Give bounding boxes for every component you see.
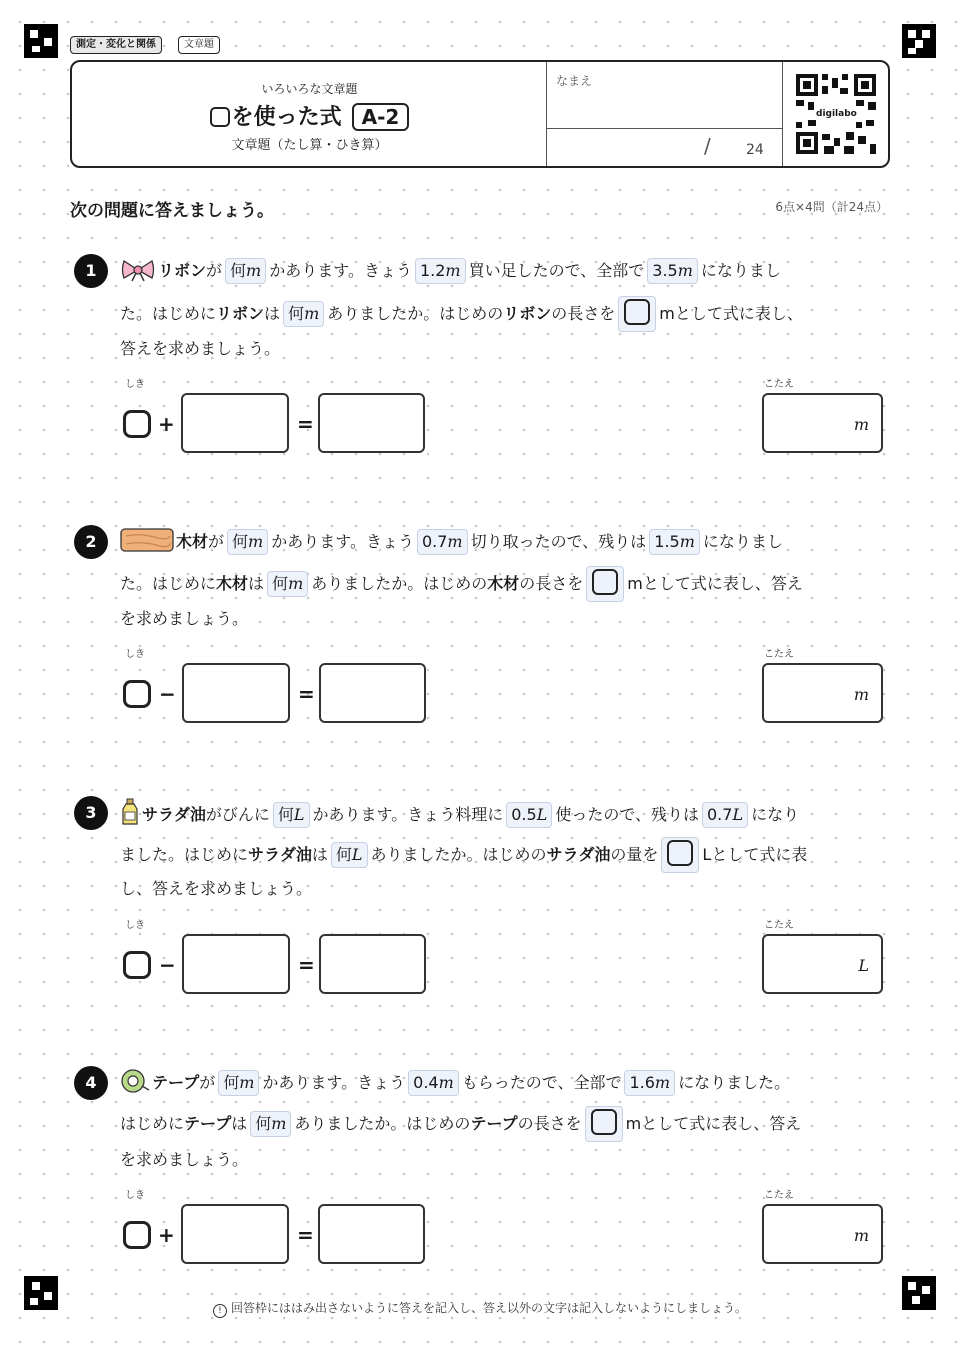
oil-bottle-icon	[120, 798, 140, 836]
blank-square-icon	[667, 840, 693, 866]
worksheet-title	[72, 100, 547, 131]
text: は	[248, 574, 265, 593]
text: は	[311, 845, 328, 864]
text: の長さを	[517, 1114, 582, 1133]
text: になりまし	[700, 261, 781, 280]
value-1	[415, 258, 466, 284]
unit: m	[654, 1073, 671, 1092]
info-icon: !	[213, 1304, 227, 1318]
problem-4-line-2	[120, 1106, 801, 1142]
unit: m	[445, 261, 461, 280]
item-name: サラダ油	[248, 845, 312, 864]
text: が	[208, 532, 225, 551]
unit: L	[293, 805, 305, 824]
unit: m	[248, 532, 264, 551]
unit: m	[246, 261, 262, 280]
text: として式に表	[711, 845, 808, 864]
unknown-amount	[267, 571, 308, 597]
shiki-label: しき	[125, 1190, 145, 1201]
unknown-amount	[225, 258, 266, 284]
value-2	[649, 529, 700, 555]
text: は	[231, 1114, 248, 1133]
value-2	[624, 1070, 675, 1096]
unknown-amount	[283, 301, 324, 327]
kotae-label: こたえ	[764, 920, 794, 931]
type-tag: 文章題	[178, 36, 220, 54]
text: 何	[335, 845, 352, 864]
text: 何	[277, 805, 294, 824]
points-note: 6点×4問（計24点）	[775, 200, 888, 214]
variable-box	[586, 566, 624, 602]
text: 何	[272, 574, 289, 593]
text: 何	[255, 1114, 272, 1133]
text: 0.4	[413, 1073, 439, 1092]
value-1	[408, 1070, 459, 1096]
divider	[782, 62, 783, 166]
value-2	[702, 802, 748, 828]
text: 1.6	[629, 1073, 655, 1092]
unknown-amount	[250, 1111, 291, 1137]
problem-3-line-1	[120, 798, 799, 836]
qr-code	[794, 72, 878, 156]
text: 何	[288, 304, 305, 323]
operator: −	[159, 953, 176, 977]
result-input-4[interactable]	[318, 1204, 425, 1264]
unknown-amount	[218, 1070, 259, 1096]
text: 1.5	[654, 532, 680, 551]
variable-box	[585, 1106, 623, 1142]
problem-2-line-2	[120, 566, 803, 602]
answer-input-1[interactable]	[762, 393, 883, 453]
operator: +	[158, 412, 175, 436]
text: は	[264, 304, 281, 323]
unit: m	[677, 261, 693, 280]
text: の長さを	[519, 574, 584, 593]
answer-unit: m	[853, 415, 869, 434]
answer-unit: m	[853, 1226, 869, 1245]
unit: L	[351, 845, 363, 864]
item-name: 木材	[216, 574, 249, 593]
equals-sign: =	[297, 412, 314, 436]
problem-2-line-1	[120, 527, 783, 563]
result-input-2[interactable]	[319, 663, 426, 723]
unit: m	[288, 574, 304, 593]
header-caption: 文章題（たし算・ひき算）	[231, 138, 388, 153]
problem-3-line-2	[120, 837, 807, 873]
text: が	[199, 1073, 216, 1092]
value-1	[506, 802, 552, 828]
level-badge: A-2	[352, 103, 410, 131]
unit: L	[732, 805, 744, 824]
value-2	[647, 258, 698, 284]
text: がびんに	[205, 805, 270, 824]
item-name: 木材	[176, 532, 209, 551]
problem-2-line-3: を求めましょう。	[120, 609, 249, 628]
text: の長さを	[551, 304, 616, 323]
header-subtitle: いろいろな文章題	[261, 82, 358, 96]
expression-input-2[interactable]	[182, 663, 290, 723]
problem-number: 2	[74, 525, 108, 559]
text: 3.5	[652, 261, 678, 280]
wood-icon	[120, 527, 174, 563]
operator: +	[158, 1223, 175, 1247]
blank-square-icon	[210, 107, 230, 127]
text: として式に表し、答え	[641, 1114, 802, 1133]
text: になりまし	[702, 532, 783, 551]
operator: −	[159, 682, 176, 706]
unit: m	[659, 304, 675, 323]
score-slash: /	[704, 134, 711, 158]
text: が	[206, 261, 223, 280]
category-tag: 測定・変化と関係	[70, 36, 162, 54]
answer-unit: L	[858, 956, 869, 975]
problem-number: 4	[74, 1066, 108, 1100]
tape-icon	[120, 1068, 150, 1104]
footer-text: 回答枠にははみ出さないように答えを記入し、答え以外の文字は記入しないようにしましょう。	[230, 1301, 747, 1315]
problem-4-line-1	[120, 1068, 790, 1104]
problem-1-line-2	[120, 296, 803, 332]
answer-input-3[interactable]	[762, 934, 883, 994]
instruction: 次の問題に答えましょう。	[70, 201, 274, 221]
problem-number: 1	[74, 254, 108, 288]
name-field[interactable]	[552, 88, 777, 124]
item-name: リボン	[503, 304, 552, 323]
variable-square	[123, 680, 151, 708]
text: 1.2	[419, 261, 446, 280]
unknown-amount	[331, 842, 368, 868]
unit: m	[304, 304, 320, 323]
text: ありましたか。はじめの	[311, 574, 488, 593]
text: ありましたか。はじめの	[370, 845, 547, 864]
item-name: リボン	[216, 304, 265, 323]
problem-1-line-1	[120, 256, 781, 292]
unit: L	[702, 845, 712, 864]
item-name: テープ	[184, 1114, 232, 1133]
item-name: サラダ油	[142, 805, 206, 824]
text: 何	[230, 261, 247, 280]
unknown-amount	[227, 529, 268, 555]
unit: m	[447, 532, 463, 551]
footer-note	[0, 1299, 960, 1318]
value-1	[417, 529, 468, 555]
kotae-label: こたえ	[764, 379, 794, 390]
divider	[546, 62, 547, 166]
score-field[interactable]	[552, 132, 692, 162]
text: になりました。	[678, 1073, 791, 1092]
variable-box	[618, 296, 656, 332]
text: 0.7	[421, 532, 448, 551]
kotae-label: こたえ	[764, 1190, 794, 1201]
expression-input-4[interactable]	[181, 1204, 289, 1264]
unknown-amount	[273, 802, 310, 828]
text: 何	[232, 532, 249, 551]
problem-number: 3	[74, 796, 108, 830]
unit: m	[625, 1114, 642, 1133]
blank-square-icon	[624, 299, 650, 325]
result-input-3[interactable]	[319, 934, 426, 994]
title-text: を使った式	[231, 105, 342, 130]
shiki-label: しき	[125, 920, 145, 931]
variable-square	[123, 1221, 151, 1249]
text: かあります。きょう	[269, 261, 412, 280]
answer-input-4[interactable]	[762, 1204, 883, 1264]
variable-square	[123, 410, 151, 438]
corner-marker-top-right	[902, 24, 936, 58]
divider	[546, 128, 782, 129]
name-label: なまえ	[556, 74, 593, 88]
kotae-label: こたえ	[764, 649, 794, 660]
text: として式に表し、答え	[642, 574, 803, 593]
item-name: テープ	[152, 1073, 200, 1092]
unit: m	[271, 1114, 287, 1133]
text: 0.5	[511, 805, 537, 824]
text: 0.7	[707, 805, 733, 824]
expression-input-3[interactable]	[182, 934, 290, 994]
unit: m	[627, 574, 643, 593]
text: の量を	[610, 845, 659, 864]
item-name: リボン	[158, 261, 207, 280]
item-name: 木材	[487, 574, 520, 593]
item-name: テープ	[470, 1114, 518, 1133]
item-name: サラダ油	[546, 845, 611, 864]
qr-caption: digilabo	[816, 109, 857, 119]
equals-sign: =	[297, 1223, 314, 1247]
text: はじめに	[120, 1114, 185, 1133]
unit: m	[239, 1073, 255, 1092]
text: 使ったので、残りは	[555, 805, 699, 824]
variable-square	[123, 951, 151, 979]
equals-sign: =	[298, 953, 315, 977]
problem-1-line-3: 答えを求めましょう。	[120, 339, 281, 358]
problem-3-line-3: し、答えを求めましょう。	[120, 879, 313, 898]
worksheet-header	[70, 60, 890, 168]
unit: L	[536, 805, 548, 824]
answer-input-2[interactable]	[762, 663, 883, 723]
problem-4-line-3: を求めましょう。	[120, 1150, 249, 1169]
corner-marker-top-left	[24, 24, 58, 58]
text: た。はじめに	[120, 304, 217, 323]
score-total: 24	[746, 142, 764, 158]
text: ありましたか。はじめの	[327, 304, 504, 323]
answer-unit: m	[853, 685, 869, 704]
shiki-label: しき	[125, 379, 145, 390]
text: かあります。きょう	[271, 532, 414, 551]
text: た。はじめに	[120, 574, 217, 593]
text: 買い足したので、全部で	[468, 261, 645, 280]
text: ありましたか。はじめの	[294, 1114, 471, 1133]
ribbon-icon	[120, 258, 156, 292]
text: として式に表し、	[674, 304, 803, 323]
unit: m	[438, 1073, 454, 1092]
expression-input-1[interactable]	[181, 393, 289, 453]
text: かあります。きょう料理に	[312, 805, 504, 824]
blank-square-icon	[591, 1109, 617, 1135]
text: ました。はじめに	[120, 845, 249, 864]
result-input-1[interactable]	[318, 393, 425, 453]
blank-square-icon	[592, 569, 618, 595]
text: もらったので、全部で	[461, 1073, 622, 1092]
shiki-label: しき	[125, 649, 145, 660]
text: かあります。きょう	[262, 1073, 406, 1092]
equals-sign: =	[298, 682, 315, 706]
text: 何	[223, 1073, 240, 1092]
text: 切り取ったので、残りは	[470, 532, 647, 551]
unit: m	[679, 532, 695, 551]
variable-box	[661, 837, 699, 873]
text: になり	[751, 805, 800, 824]
